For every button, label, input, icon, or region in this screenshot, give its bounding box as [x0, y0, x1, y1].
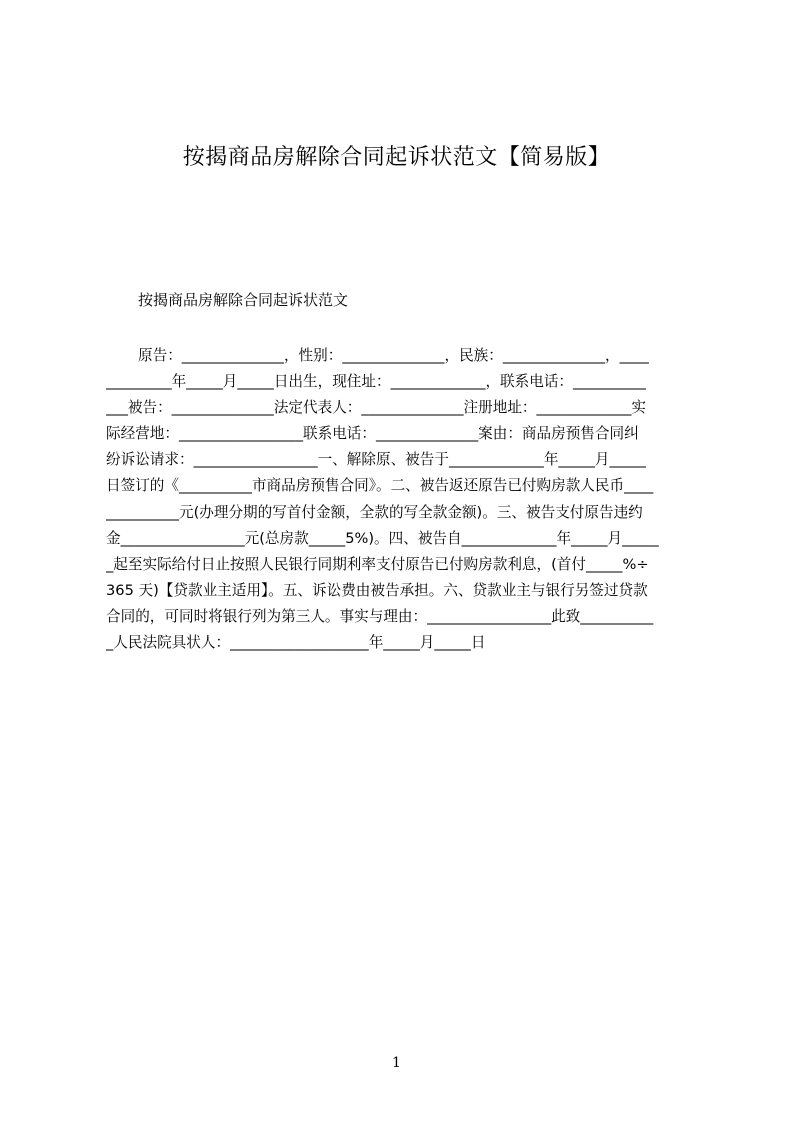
body-line-refund: __________元(办理分期的写首付金额，全款的写全款金额)。三、被告支付原告违约 [106, 503, 643, 521]
body-line-interest: _起至实际给付日止按照人民银行同期利率支付原告已付购房款利息，(首付_____%÷ [106, 555, 649, 573]
body-line-business-address: 际经营地：_________________联系电话：______________案由：商品房预售合同纠 [106, 425, 639, 443]
body-line-signature: _人民法院具状人：___________________年_____月_____日 [106, 634, 486, 652]
body-line-plaintiff: 原告：______________，性别：______________，民族：______________，____ [138, 347, 649, 364]
body-line-costs: 365 天)【贷款业主适用】。五、诉讼费由被告承担。六、贷款业主与银行另签过贷款 [106, 581, 648, 599]
document-subtitle: 按揭商品房解除合同起诉状范文 [138, 291, 349, 309]
body-line-facts: 合同的，可同时将银行列为第三人。事实与理由：_________________此致__________ [106, 607, 654, 625]
body-line-claims: 纷诉讼请求：_________________一、解除原、被告于_____________年_____月_____ [106, 451, 646, 469]
body-line-penalty: 金_________________元(总房款_____5%)。四、被告自_____________年_____月_____ [106, 529, 659, 547]
body-line-defendant: ___被告：______________法定代表人：______________注册地址：_____________实 [106, 399, 646, 417]
page-number: 1 [392, 1055, 401, 1071]
complaint-body [106, 343, 698, 656]
body-line-birth-address: _________年_____月_____日出生，现住址：_____________，联系电话：__________ [106, 373, 646, 391]
body-line-contract: 日签订的《__________市商品房预售合同》。二、被告返还原告已付购房款人民币____ [106, 477, 654, 495]
document-title: 按揭商品房解除合同起诉状范文【简易版】 [182, 145, 611, 170]
